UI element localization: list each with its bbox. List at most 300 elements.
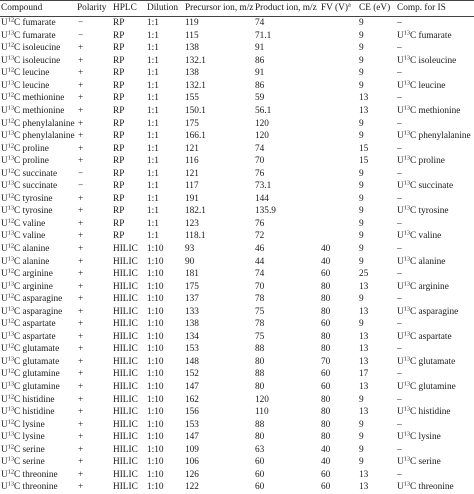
cell-product-ion: 70 — [255, 281, 265, 292]
cell-product-ion: 78 — [255, 294, 265, 305]
cell-dilution: 1:1 — [147, 106, 159, 116]
table-row — [0, 343, 474, 356]
cell-precursor-ion: 182.1 — [185, 206, 206, 217]
cell-product-ion: 75 — [255, 306, 265, 317]
cell-dilution: 1:10 — [147, 407, 164, 418]
cell-product-ion: 88 — [255, 419, 265, 430]
cell-comp-for-is: $U^{13}C$ asparagine — [397, 305, 459, 317]
cell-ce: 17 — [359, 369, 369, 380]
cell-product-ion: 120 — [255, 394, 269, 405]
cell-precursor-ion: 148 — [185, 356, 199, 367]
cell-hplc: RP — [113, 143, 125, 154]
cell-fv — [320, 130, 358, 143]
cell-fv — [320, 80, 358, 93]
cell-compound: $U^{12}C$ alanine — [1, 242, 50, 255]
table-row — [0, 92, 474, 105]
cell-polarity: − — [78, 168, 84, 179]
cell-dilution: 1:10 — [147, 356, 164, 367]
cell-polarity: + — [78, 444, 84, 455]
cell-polarity: + — [78, 68, 84, 79]
cell-product-ion: 144 — [255, 193, 269, 204]
table-row — [0, 17, 474, 30]
cell-product-ion: 86 — [255, 80, 265, 91]
cell-compound: $U^{13}C$ aspartate — [1, 330, 56, 342]
table-row — [0, 255, 474, 268]
cell-ce: 13 — [359, 382, 369, 393]
cell-hplc: RP — [113, 193, 125, 204]
header-precursor-ion: Precursor ion, m/z — [185, 3, 254, 14]
cell-product-ion: 76 — [255, 218, 265, 229]
table-row — [0, 55, 474, 68]
table-row — [0, 155, 474, 168]
cell-dilution: 1:1 — [147, 131, 159, 142]
cell-dilution: 1:1 — [147, 231, 159, 242]
cell-fv: 40 — [321, 256, 331, 267]
cell-comp-for-is: – — [397, 394, 402, 405]
cell-fv: 60 — [321, 382, 331, 393]
cell-ce: 15 — [359, 143, 369, 154]
header-compound: Compound — [1, 3, 43, 14]
cell-hplc: HILIC — [113, 444, 138, 455]
cell-polarity: + — [78, 244, 84, 255]
cell-compound: $U^{12}C$ serine — [1, 443, 45, 455]
cell-fv: 40 — [321, 457, 331, 468]
cell-precursor-ion: 134 — [185, 331, 199, 342]
cell-dilution: 1:10 — [147, 419, 164, 430]
cell-precursor-ion: 175 — [185, 281, 199, 292]
cell-compound: $U^{12}C$ leucine — [1, 66, 50, 79]
cell-fv — [320, 55, 358, 68]
cell-comp-for-is: – — [397, 43, 402, 54]
cell-hplc: HILIC — [113, 319, 138, 330]
cell-compound: $U^{13}C$ threonine — [1, 480, 58, 493]
cell-ce: 13 — [359, 356, 369, 367]
cell-dilution: 1:1 — [147, 143, 159, 154]
cell-polarity: + — [78, 407, 84, 418]
table-row — [0, 105, 474, 118]
cell-polarity: + — [78, 331, 84, 342]
cell-hplc: RP — [113, 206, 125, 217]
cell-comp-for-is: $U^{13}C$ histidine — [397, 405, 451, 418]
cell-hplc: RP — [113, 168, 125, 179]
cell-ce: 13 — [359, 306, 369, 317]
cell-compound: $U^{12}C$ lysine — [1, 418, 45, 430]
cell-compound: $U^{13}C$ phenylalanine — [1, 129, 75, 142]
cell-precursor-ion: 153 — [185, 419, 199, 430]
cell-ce: 9 — [359, 432, 364, 443]
cell-polarity: + — [78, 55, 84, 66]
cell-comp-for-is: $U^{13}C$ phenylalanine — [397, 129, 471, 142]
cell-dilution: 1:10 — [147, 482, 164, 493]
table-row — [0, 306, 474, 319]
cell-comp-for-is: – — [397, 419, 402, 430]
cell-comp-for-is: – — [397, 18, 402, 29]
cell-ce: 9 — [359, 394, 364, 405]
header-dilution: Dilution — [147, 3, 178, 14]
cell-hplc: HILIC — [113, 407, 138, 418]
cell-compound: $U^{12}C$ tyrosine — [1, 192, 53, 204]
table-row — [0, 67, 474, 80]
cell-precursor-ion: 166.1 — [185, 131, 206, 142]
cell-hplc: RP — [113, 80, 125, 91]
cell-hplc: RP — [113, 93, 125, 104]
header-fv-label: FV (V) — [321, 3, 348, 14]
cell-dilution: 1:1 — [147, 93, 159, 104]
cell-fv — [320, 67, 358, 80]
cell-fv: 80 — [321, 331, 331, 342]
cell-precursor-ion: 147 — [185, 382, 199, 393]
cell-ce: 13 — [359, 469, 369, 480]
cell-hplc: HILIC — [113, 269, 138, 280]
cell-hplc: HILIC — [113, 469, 138, 480]
cell-comp-for-is: $U^{13}C$ tyrosine — [397, 204, 449, 217]
table-row — [0, 80, 474, 93]
table-row — [0, 431, 474, 444]
header-polarity: Polarity — [77, 3, 107, 14]
cell-product-ion: 59 — [255, 93, 265, 104]
cell-dilution: 1:1 — [147, 193, 159, 204]
cell-comp-for-is: – — [397, 344, 402, 355]
cell-ce: 9 — [359, 43, 364, 54]
cell-precursor-ion: 90 — [185, 256, 195, 267]
cell-polarity: + — [78, 432, 84, 443]
cell-ce: 13 — [359, 482, 369, 493]
cell-dilution: 1:10 — [147, 244, 164, 255]
cell-compound: $U^{13}C$ tyrosine — [1, 204, 53, 217]
cell-precursor-ion: 118.1 — [185, 231, 206, 242]
cell-fv — [320, 42, 358, 55]
cell-fv — [320, 168, 358, 181]
table-row — [0, 193, 474, 206]
cell-product-ion: 135.9 — [255, 206, 276, 217]
cell-polarity: + — [78, 193, 84, 204]
cell-polarity: + — [78, 319, 84, 330]
cell-compound: $U^{12}C$ succinate — [1, 167, 58, 179]
cell-hplc: HILIC — [113, 281, 138, 292]
cell-product-ion: 120 — [255, 118, 269, 129]
cell-dilution: 1:10 — [147, 369, 164, 380]
cell-hplc: RP — [113, 231, 125, 242]
cell-dilution: 1:10 — [147, 444, 164, 455]
cell-dilution: 1:1 — [147, 30, 159, 41]
header-product-ion: Product ion, m/z — [255, 3, 317, 14]
cell-dilution: 1:1 — [147, 181, 159, 192]
cell-product-ion: 86 — [255, 55, 265, 66]
cell-comp-for-is: – — [397, 193, 402, 204]
cell-dilution: 1:1 — [147, 55, 159, 66]
cell-fv: 60 — [321, 319, 331, 330]
cell-product-ion: 74 — [255, 269, 265, 280]
cell-polarity: + — [78, 269, 84, 280]
cell-polarity: + — [78, 218, 84, 229]
table-row — [0, 268, 474, 281]
cell-comp-for-is: – — [397, 143, 402, 154]
cell-fv: 80 — [321, 344, 331, 355]
cell-dilution: 1:10 — [147, 344, 164, 355]
cell-polarity: + — [78, 457, 84, 468]
cell-ce: 9 — [359, 168, 364, 179]
cell-compound: $U^{13}C$ leucine — [1, 79, 50, 91]
cell-comp-for-is: $U^{13}C$ succinate — [397, 179, 454, 192]
cell-polarity: + — [78, 93, 84, 104]
cell-polarity: + — [78, 294, 84, 305]
cell-ce: 13 — [359, 407, 369, 418]
cell-precursor-ion: 126 — [185, 469, 199, 480]
cell-dilution: 1:1 — [147, 218, 159, 229]
cell-comp-for-is: – — [397, 168, 402, 179]
cell-comp-for-is: – — [397, 93, 402, 104]
cell-dilution: 1:1 — [147, 206, 159, 217]
cell-comp-for-is: $U^{13}C$ glutamine — [397, 380, 456, 393]
cell-comp-for-is: $U^{13}C$ glutamate — [397, 355, 456, 367]
cell-comp-for-is: – — [397, 244, 402, 255]
cell-product-ion: 72 — [255, 231, 265, 242]
cell-ce: 9 — [359, 68, 364, 79]
cell-fv: 80 — [321, 419, 331, 430]
cell-comp-for-is: $U^{13}C$ fumarate — [397, 29, 452, 41]
table-row — [0, 419, 474, 432]
cell-comp-for-is: $U^{13}C$ arginine — [397, 280, 449, 292]
cell-dilution: 1:1 — [147, 68, 159, 79]
cell-product-ion: 63 — [255, 444, 265, 455]
cell-polarity: + — [78, 231, 84, 242]
cell-comp-for-is: $U^{13}C$ isoleucine — [397, 54, 457, 66]
cell-polarity: + — [78, 394, 84, 405]
cell-dilution: 1:1 — [147, 80, 159, 91]
cell-hplc: RP — [113, 118, 125, 129]
cell-ce: 13 — [359, 106, 369, 116]
cell-fv — [320, 218, 358, 231]
cell-polarity: + — [78, 256, 84, 267]
cell-comp-for-is: – — [397, 68, 402, 79]
cell-dilution: 1:1 — [147, 43, 159, 54]
cell-fv: 60 — [321, 369, 331, 380]
cell-fv — [320, 17, 358, 30]
cell-fv — [320, 30, 358, 43]
cell-comp-for-is: – — [397, 294, 402, 305]
cell-precursor-ion: 147 — [185, 432, 199, 443]
cell-dilution: 1:10 — [147, 432, 164, 443]
cell-product-ion: 46 — [255, 244, 265, 255]
cell-compound: $U^{13}C$ histidine — [1, 405, 55, 418]
cell-precursor-ion: 123 — [185, 218, 199, 229]
cell-comp-for-is: – — [397, 118, 402, 129]
cell-precursor-ion: 138 — [185, 319, 199, 330]
cell-product-ion: 74 — [255, 143, 265, 154]
cell-comp-for-is: $U^{13}C$ aspartate — [397, 330, 452, 342]
cell-polarity: + — [78, 344, 84, 355]
cell-hplc: RP — [113, 68, 125, 79]
cell-dilution: 1:10 — [147, 382, 164, 393]
cell-hplc: HILIC — [113, 306, 138, 317]
cell-ce: 13 — [359, 93, 369, 104]
cell-ce: 9 — [359, 55, 364, 66]
cell-ce: 9 — [359, 256, 364, 267]
header-ce: CE (eV) — [359, 3, 391, 14]
cell-product-ion: 56.1 — [255, 106, 272, 116]
cell-dilution: 1:1 — [147, 156, 159, 167]
table-row — [0, 218, 474, 231]
cell-polarity: + — [78, 369, 84, 380]
cell-polarity: + — [78, 143, 84, 154]
cell-precursor-ion: 119 — [185, 18, 199, 29]
cell-ce: 25 — [359, 269, 369, 280]
cell-fv: 60 — [321, 482, 331, 493]
table-row — [0, 368, 474, 381]
table-row — [0, 406, 474, 419]
cell-ce: 13 — [359, 331, 369, 342]
cell-ce: 9 — [359, 80, 364, 91]
cell-ce: 9 — [359, 118, 364, 129]
table-row — [0, 318, 474, 331]
cell-product-ion: 75 — [255, 331, 265, 342]
cell-fv: 80 — [321, 407, 331, 418]
cell-precursor-ion: 138 — [185, 43, 199, 54]
cell-comp-for-is: $U^{13}C$ methionine — [397, 104, 461, 116]
table-row — [0, 30, 474, 43]
cell-compound: $U^{13}C$ asparagine — [1, 305, 63, 317]
cell-fv — [320, 92, 358, 105]
cell-hplc: RP — [113, 55, 125, 66]
cell-ce: 9 — [359, 206, 364, 217]
cell-polarity: + — [78, 469, 84, 480]
cell-dilution: 1:1 — [147, 18, 159, 29]
cell-precursor-ion: 162 — [185, 394, 199, 405]
cell-product-ion: 110 — [255, 407, 269, 418]
cell-compound: $U^{12}C$ isoleucine — [1, 41, 61, 54]
cell-product-ion: 73.1 — [255, 181, 272, 192]
cell-hplc: HILIC — [113, 369, 138, 380]
cell-precursor-ion: 122 — [185, 482, 199, 493]
cell-precursor-ion: 121 — [185, 168, 199, 179]
cell-hplc: RP — [113, 18, 125, 29]
cell-hplc: HILIC — [113, 331, 138, 342]
cell-polarity: + — [78, 80, 84, 91]
cell-compound: $U^{12}C$ threonine — [1, 468, 58, 480]
cell-hplc: HILIC — [113, 382, 138, 393]
cell-polarity: + — [78, 43, 84, 54]
cell-ce: 15 — [359, 156, 369, 167]
cell-product-ion: 80 — [255, 432, 265, 443]
cell-polarity: + — [78, 131, 84, 142]
table-row — [0, 393, 474, 406]
cell-compound: $U^{13}C$ lysine — [1, 430, 45, 443]
cell-hplc: HILIC — [113, 457, 138, 468]
cell-precursor-ion: 121 — [185, 143, 199, 154]
cell-product-ion: 78 — [255, 319, 265, 330]
cell-compound: $U^{12}C$ phenylalanine — [1, 117, 75, 129]
table-row — [0, 293, 474, 306]
table-row — [0, 469, 474, 482]
cell-product-ion: 60 — [255, 457, 265, 468]
cell-polarity: − — [78, 181, 84, 192]
table-row — [0, 444, 474, 457]
cell-compound: $U^{13}C$ fumarate — [1, 29, 56, 41]
cell-dilution: 1:10 — [147, 256, 164, 267]
cell-compound: $U^{12}C$ methionine — [1, 91, 65, 104]
cell-compound: $U^{12}C$ fumarate — [1, 16, 56, 29]
cell-product-ion: 88 — [255, 369, 265, 380]
cell-compound: $U^{12}C$ arginine — [1, 267, 53, 280]
cell-ce: 9 — [359, 193, 364, 204]
cell-comp-for-is: – — [397, 319, 402, 330]
cell-hplc: RP — [113, 181, 125, 192]
cell-hplc: HILIC — [113, 482, 138, 493]
cell-ce: 9 — [359, 131, 364, 142]
cell-compound: $U^{13}C$ valine — [1, 229, 46, 242]
cell-precursor-ion: 155 — [185, 93, 199, 104]
cell-compound: $U^{12}C$ glutamate — [1, 342, 60, 355]
cell-fv: 40 — [321, 444, 331, 455]
cell-dilution: 1:10 — [147, 294, 164, 305]
cell-precursor-ion: 133 — [185, 306, 199, 317]
cell-product-ion: 80 — [255, 382, 265, 393]
table-row — [0, 180, 474, 193]
table-row — [0, 205, 474, 218]
cell-polarity: + — [78, 118, 84, 129]
table-row — [0, 356, 474, 369]
table-body — [0, 17, 474, 494]
cell-ce: 9 — [359, 231, 364, 242]
table-row — [0, 168, 474, 181]
cell-compound: $U^{12}C$ glutamine — [1, 367, 60, 380]
cell-ce: 9 — [359, 30, 364, 41]
cell-precursor-ion: 132.1 — [185, 80, 206, 91]
cell-product-ion: 60 — [255, 482, 265, 493]
cell-dilution: 1:10 — [147, 457, 164, 468]
cell-compound: $U^{12}C$ histidine — [1, 393, 55, 405]
cell-precursor-ion: 156 — [185, 407, 199, 418]
cell-fv — [320, 193, 358, 206]
cell-comp-for-is: $U^{13}C$ lysine — [397, 430, 441, 443]
cell-hplc: RP — [113, 30, 125, 41]
cell-precursor-ion: 152 — [185, 369, 199, 380]
cell-hplc: RP — [113, 106, 125, 116]
cell-precursor-ion: 191 — [185, 193, 199, 204]
cell-hplc: HILIC — [113, 432, 138, 443]
cell-product-ion: 120 — [255, 131, 269, 142]
cell-hplc: RP — [113, 156, 125, 167]
cell-dilution: 1:10 — [147, 269, 164, 280]
cell-comp-for-is: $U^{13}C$ valine — [397, 229, 442, 242]
table-row — [0, 142, 474, 155]
cell-fv: 60 — [321, 269, 331, 280]
cell-ce: 9 — [359, 319, 364, 330]
cell-precursor-ion: 181 — [185, 269, 199, 280]
cell-hplc: HILIC — [113, 244, 138, 255]
cell-product-ion: 60 — [255, 469, 265, 480]
cell-precursor-ion: 115 — [185, 30, 199, 41]
cell-fv — [320, 230, 358, 243]
header-fv-footnote: a — [347, 1, 351, 9]
header-comp-for-is: Comp. for IS — [397, 3, 446, 14]
cell-precursor-ion: 117 — [185, 181, 199, 192]
cell-product-ion: 88 — [255, 344, 265, 355]
cell-hplc: HILIC — [113, 356, 138, 367]
cell-fv: 80 — [321, 294, 331, 305]
cell-fv: 70 — [321, 356, 331, 367]
cell-product-ion: 76 — [255, 168, 265, 179]
cell-ce: 9 — [359, 218, 364, 229]
cell-comp-for-is: – — [397, 369, 402, 380]
table-row — [0, 130, 474, 143]
cell-hplc: HILIC — [113, 294, 138, 305]
cell-hplc: RP — [113, 218, 125, 229]
cell-precursor-ion: 153 — [185, 344, 199, 355]
cell-dilution: 1:10 — [147, 331, 164, 342]
cell-fv — [320, 205, 358, 218]
cell-product-ion: 91 — [255, 68, 265, 79]
